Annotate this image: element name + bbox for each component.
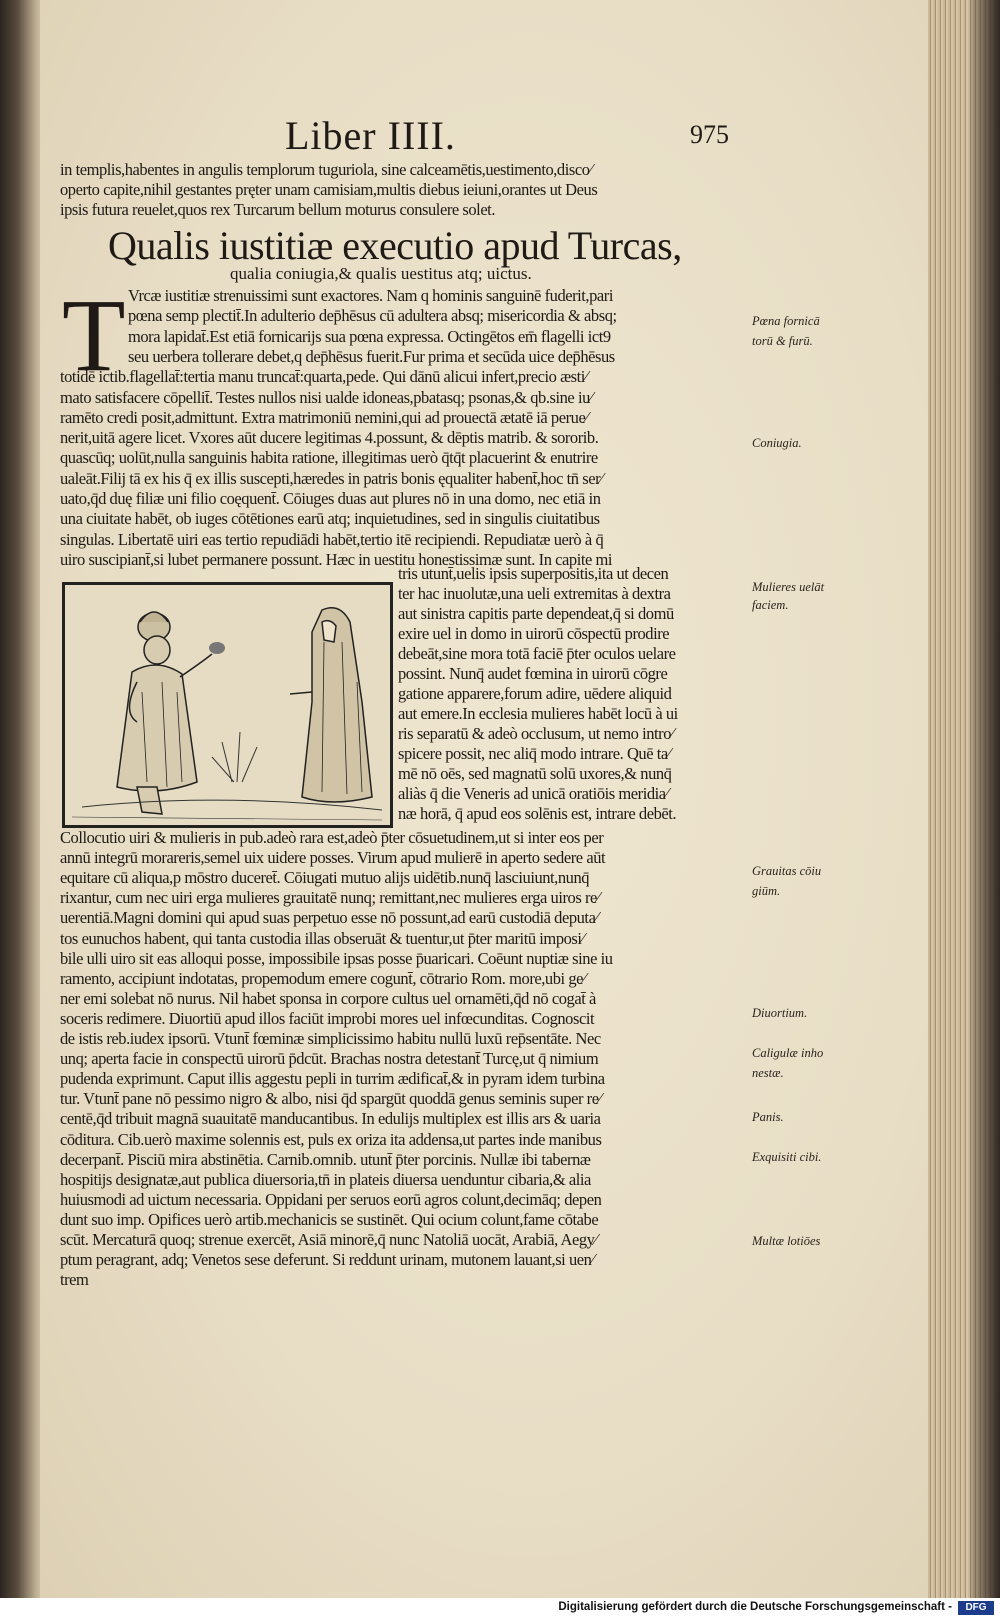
- text-line: uerentiā.Magni domini qui apud suas perpetuo esse nō possunt,ad earū custodiā deputa⁄: [60, 908, 598, 928]
- text-line: tris utunt̄,uelis ipsis superpositis,ita ut decen: [398, 564, 669, 583]
- text-line: gatione apparere,forum adire, uēdere aliquid: [398, 684, 672, 703]
- marginal-note: nestæ.: [752, 1066, 784, 1080]
- held-object: [209, 642, 225, 654]
- text-line: tos eunuchos habent, qui tanta custodia illas obseruāt & tuentur,ut p̄ter maritū imposi⁄: [60, 928, 584, 948]
- text-line: mora lapidat̄.Est etiā fornicarijs sua pœna expressa. Octingētos em̄ flagelli ict9: [128, 326, 611, 346]
- text-line: ter hac inuolutæ,una ueli extremitas à dextra: [398, 584, 671, 603]
- page-edges: [928, 0, 1000, 1598]
- text-line: singulas. Libertatē uiri eas tertio repudiādi habēt,tertio itē recipiendi. Repudiatæ uerò à q̄: [60, 529, 604, 549]
- text-line: huiusmodi ad uictum necessaria. Oppidani per seruos eorū agros colunt,decimāq; depen: [60, 1189, 602, 1209]
- marginal-note: Grauitas cōiu: [752, 864, 822, 878]
- text-line: pudenda exprimunt. Caput illis aggestu pepli in turrim ædificat̄,& in pyram idem turbina: [60, 1069, 605, 1089]
- text-line: ramēto credi posit,admittunt. Extra matrimoniū nemini,qui ad prouectā ætatē iā perue⁄: [60, 407, 588, 427]
- text-line: hospitijs designatæ,aut publica diuersoria,tn̄ in plateis diuersa uenduntur cibaria,& alia: [60, 1169, 591, 1189]
- text-line: ner emi solebat nō nurus. Nil habet sponsa in corpore cultus uel ornamēti,q̄d nō cogat̄ à: [60, 988, 596, 1008]
- text-line: exire uel in domo in uirorū cōspectū prodire: [398, 624, 670, 643]
- text-line: de istis reb.iudex ipsorū. Vtunt̄ fœminæ simplicissimo habitu nullū luxū rep̄sentāte. Nec: [60, 1029, 601, 1048]
- dfg-logo: DFG: [958, 1601, 994, 1615]
- text-line: spicere possit, nec aliq̄ modo intrare. Quē ta⁄: [398, 744, 671, 763]
- text-line: possint. Nunq̄ audet fœmina in uirorū cōgre: [398, 664, 668, 683]
- text-line: Vrcæ iustitiæ strenuissimi sunt exactores. Nam q hominis sanguinē fuderit,pari: [128, 286, 613, 305]
- text-line: debeāt,sine mora totā faciē p̄ter oculos uelare: [398, 644, 676, 663]
- text-line: bile ulli uiro sit eas alloqui posse, impossibile ipsas posse p̄uaricari. Coēunt nuptiæ sine iu: [60, 948, 613, 968]
- digitization-footer: [0, 1598, 1000, 1619]
- text-line: uato,q̄d duę filiæ uni filio coęquent̄. Cōiuges duas aut plures nō in una domo, nec etiā in: [60, 489, 601, 508]
- text-line: ris separatū & adeò occlusum, ut nemo intro⁄: [398, 724, 674, 743]
- marginal-note: Exquisiti cibi.: [752, 1150, 822, 1164]
- marginal-note: faciem.: [752, 598, 789, 612]
- text-line: trem: [60, 1270, 89, 1290]
- text-line: mato satisfacere cōpellit̄. Testes nullos nisi ualde idoneas,pbatasq; psonas,& qb.sine iu⁄: [60, 387, 593, 407]
- text-line: totidē ictib.flagellat̄:tertia manu truncat̄:quarta,pede. Qui dānū alicui infert,precio æsti⁄: [60, 367, 588, 387]
- text-line: nerit,uitā agere licet. Vxores aūt ducere legitimas 4.possunt, & dēptis matrib. & sororib.: [60, 428, 599, 448]
- text-line: ptum peragrant, adq; Venetos sese deferunt. Si reddunt urinam, mutonem lauant,si uen⁄: [60, 1250, 594, 1270]
- text-line: aut sinistra capitis parte dependeat,q̄ si domū: [398, 604, 674, 623]
- marginal-note: Pœna fornicā: [752, 314, 820, 328]
- drop-initial: T: [62, 278, 126, 393]
- marginal-note: Mulieres uelāt: [752, 580, 825, 594]
- text-line: tur. Vtunt̄ pane nō pessimo nigro & albo, nisi q̄d spargūt quoddā genus seminis super re⁄: [60, 1089, 601, 1109]
- text-line: ramento, accipiunt indotatas, propemodum emere cogunt̄, cōtrario Rom. more,ubi ge⁄: [60, 968, 586, 988]
- text-line: scūt. Mercaturā quoq; strenue exercēt, Asiā minorē,q̄ nunc Natoliā uocāt, Arabiā, Aegy⁄: [60, 1230, 597, 1249]
- footer-credit: Digitalisierung gefördert durch die Deutsche Forschungsgemeinschaft -: [558, 1601, 952, 1613]
- folio-number: 975: [690, 120, 729, 149]
- text-line: operto capite,nihil gestantes pręter unam camisiam,multis diebus ieiuni,orantes ut Deus: [60, 180, 598, 199]
- marginal-note: Diuortium.: [752, 1006, 808, 1020]
- text-line: quascūq; uolūt,nulla sanguinis habita ratione, illegitimas uerò q̄tq̄t placuerint & enutrire: [60, 448, 598, 468]
- text-line: centē,q̄d tribuit magnā suauitatē manducantibus. In edulijs multiplex est illis ars & uaria: [60, 1109, 601, 1129]
- marginal-note: Caligulæ inho: [752, 1046, 824, 1060]
- chapter-subheading: qualia coniugia,& qualis uestitus atq; uictus.: [230, 264, 532, 283]
- marginal-note: Coniugia.: [752, 436, 802, 450]
- book-binding: [0, 0, 44, 1598]
- text-line: in templis,habentes in angulis templorum tuguriola, sine calceamētis,uestimento,disco⁄: [60, 160, 592, 179]
- text-line: uiro suscipiant̄,si lubet permanere possunt. Hæc in uestitu honestissimæ sunt. In capite mi: [60, 549, 613, 569]
- text-line: aut emere.In ecclesia mulieres habēt locū à ui: [398, 704, 678, 723]
- text-line: soceris redimere. Diuortiū apud illos faciūt improbi mores uel infœcunditas. Cognoscit: [60, 1008, 595, 1028]
- chapter-heading: Qualis iustitiæ executio apud Turcas,: [108, 223, 682, 268]
- woodcut-illustration: [62, 582, 393, 828]
- text-line: ipsis futura reuelet,quos rex Turcarum bellum moturus consulere solet.: [60, 200, 495, 219]
- text-line: næ horā, q̄ apud eos solēnis est, intrare debēt.: [398, 804, 677, 823]
- text-line: annū integrū morareris,semel uix uidere posses. Virum apud mulierē in aperto sedere aūt: [60, 848, 606, 868]
- marginal-note: Panis.: [752, 1110, 784, 1124]
- text-line: ualeāt.Filij tā ex his q̄ ex illis suscepti,hæredes in patris bonis ęqualiter habent̄,hoc tn̄ ser⁄: [60, 468, 603, 488]
- text-line: Collocutio uiri & mulieris in pub.adeò rara est,adeò p̄ter cōsuetudinem,ut si inter eos per: [60, 828, 604, 847]
- marginal-note: giūm.: [752, 884, 781, 898]
- text-line: decerpant̄. Pisciū mira abstinētia. Carnib.omnib. utunt̄ p̄ter porcinis. Nullæ ibi tabernæ: [60, 1149, 591, 1169]
- text-line: dunt suo imp. Opifices uerò artib.mechanicis se sustinēt. Qui ocium colunt,fame cōtabe: [60, 1209, 599, 1229]
- marginal-note: torū & furū.: [752, 334, 813, 348]
- text-line: una ciuitate habēt, ob iuges cōtētiones earū atq; inquietudines, sed in singulis ciuitatibus: [60, 509, 600, 529]
- marginal-note: Multæ lotiōes: [752, 1234, 821, 1248]
- text-line: cōditura. Cib.uerò maxime solennis est, puls ex oriza ita addensa,ut partes inde manibus: [60, 1129, 602, 1149]
- text-line: equitare cū aliqua,p mōstro duceret̄. Cōiugati mutuo alijs uidētib.nunq̄ lasciuiunt,nunq̄: [60, 868, 590, 888]
- text-line: mē nō oēs, sed magnatū solū uxores,& nunq̄: [398, 764, 672, 783]
- text-line: rixantur, cum nec uiri erga mulieres grauitatē nunq; remittant,nec mulieres erga uiros re⁄: [60, 888, 600, 908]
- text-line: aliàs q̄ die Veneris ad unicā oratiōis meridia⁄: [398, 784, 668, 803]
- text-line: seu uerbera tollerare debet,q dep̄hēsus fuerit.Fur prima et secūda uice dep̄hēsus: [128, 346, 615, 366]
- text-line: pœna semp plectit̄.In adulterio dep̄hēsus cū adultera absq; misericordia & absq;: [128, 306, 617, 326]
- running-head: Liber IIII.: [285, 113, 456, 158]
- text-line: unq; aperta facie in conspectū uirorū p̄dcūt. Brachas nostra detestant̄ Turcę,ut q̄ nimium: [60, 1049, 599, 1069]
